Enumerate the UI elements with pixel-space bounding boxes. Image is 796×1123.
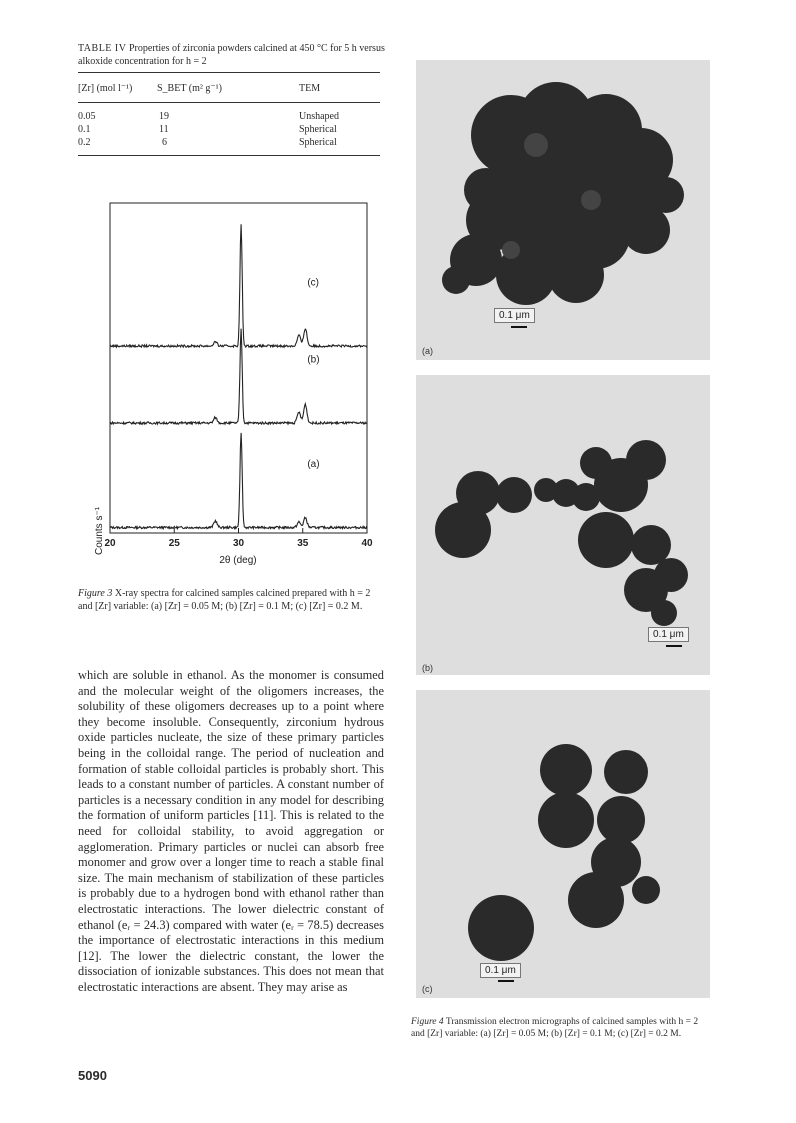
particle-cluster [416,690,710,998]
table-label: TABLE IV [78,43,127,54]
plot-frame [110,203,367,533]
panel-label: (c) [422,984,433,994]
table-caption-text: Properties of zirconia powders calcined at 450 °C for 5 h versus alkoxide concentration for h = 2 [78,43,385,67]
table-header-rule [78,102,380,103]
panel-label: (b) [422,663,433,673]
x-tick-label: 35 [297,538,309,549]
table-cell: 0.1 [78,124,91,135]
body-text [78,668,384,995]
table-cell: Spherical [299,124,337,135]
x-axis-label: 2θ (deg) [219,555,257,566]
table-header-zr: [Zr] (mol l⁻¹) [78,83,133,94]
scale-bar [511,326,527,328]
table-header-sbet: S_BET (m² g⁻¹) [157,83,222,94]
table-cell: 0.2 [78,137,91,148]
x-tick-label: 20 [104,538,116,549]
table-header-tem: TEM [299,83,321,94]
figure4-caption [411,1016,711,1040]
scale-bar [666,645,682,647]
table-caption [78,42,388,68]
page-number: 5090 [78,1068,107,1083]
figure4-label: Figure 4 [411,1017,444,1027]
x-tick-label: 25 [168,538,180,549]
tem-photo-a [416,60,710,360]
series-label: (c) [307,277,319,289]
figure3-label: Figure 3 [78,588,113,599]
xrd-series-line [110,433,367,529]
xrd-chart [80,195,390,570]
table-cell: Spherical [299,137,337,148]
particle-agglomerate [416,60,710,360]
series-label: (a) [307,459,320,470]
table-top-rule [78,72,380,73]
scale-label: 0.1 μm [648,627,689,642]
xrd-series-line [110,224,367,347]
tem-photo-b [416,375,710,675]
x-tick-label: 30 [232,538,245,549]
table-cell: 11 [159,124,169,135]
y-axis-label: Counts s⁻¹ [94,506,105,555]
tem-photo-c [416,690,710,998]
figure3-caption [78,587,384,613]
scale-bar [498,980,514,982]
table-bottom-rule [78,155,380,156]
figure4-caption-text: Transmission electron micrographs of calcined samples with h = 2 and [Zr] variable: (a) [Zr] = 0.05 M; (b) [Zr] = 0.1 M; (c) [Zr] = 0.2 M. [411,1017,699,1039]
table-cell: 0.05 [78,111,96,122]
x-tick-label: 40 [361,538,373,549]
table-cell: 6 [162,137,167,148]
figure3-caption-text: X-ray spectra for calcined samples calcined prepared with h = 2 and [Zr] variable: (a) [Zr] = 0.05 M; (b) [Zr] = 0.1 M; (c) [Zr] = 0.2 M. [78,588,371,612]
table-cell: 19 [159,111,169,122]
scale-label: 0.1 μm [494,308,535,323]
scale-label: 0.1 μm [480,963,521,978]
series-label: (b) [307,354,320,366]
table-cell: Unshaped [299,111,339,122]
body-paragraph: which are soluble in ethanol. As the monomer is consumed and the molecular weight of the oligomers increases, the solubility of these oligomers decreases up to a point where they become insoluble. Consequently, zirconium hydrous oxide particles nucleate, the size of these primary particles being in the colloidal range. The period of nucleation and formation of stable colloidal particles is probably short. This leads to a constant number of particles. A constant number of particles is a necessary condition in any model for describing the formation of uniform particles [11]. This is related to the need for colloidal stability, to avoid aggregation or agglomeration. Primary particles or nuclei can absorb free monomer and grow over a longer time to reach a stable final size. The main mechanism of stabilization of these particles is probably due to a hydrogen bond with ethanol rather than electrostatic interactions. The lower dielectric constant of ethanol (eᵣ = 24.3) compared with water (eᵣ = 78.5) decreases the importance of electrostatic interactions in this medium [12]. The lower the dielectric constant, the lower the dissociation of ionizable substances. This does not mean that electrostatic interactions are absent. They may arise as [78,668,384,994]
panel-label: (a) [422,346,433,356]
